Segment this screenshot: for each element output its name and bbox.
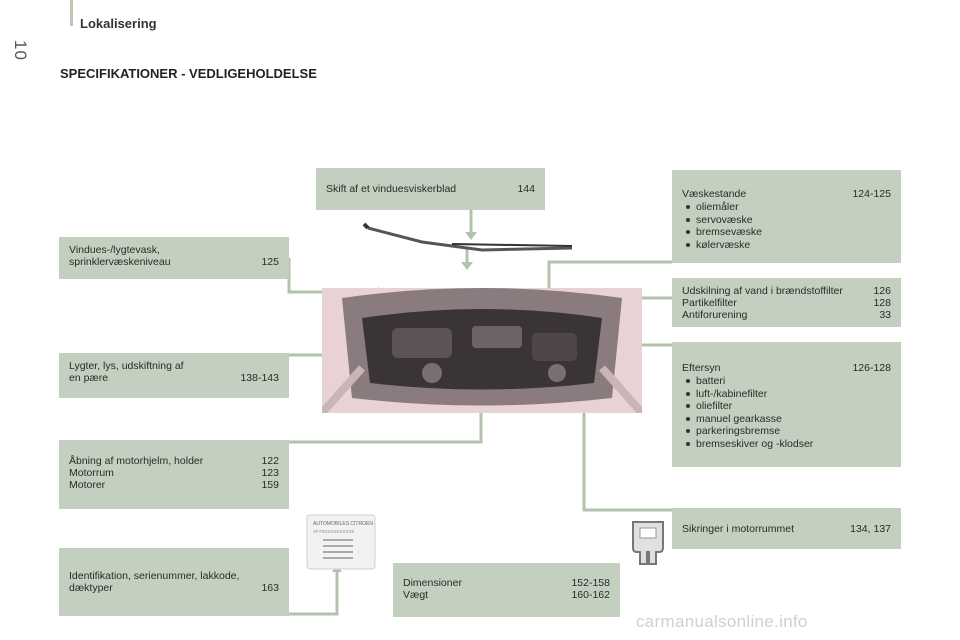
bullet-text: manuel gearkasse [696, 412, 782, 425]
particle-filter-page: 128 [873, 297, 891, 309]
particle-filter-row [682, 297, 891, 309]
bonnet-engine-box [59, 440, 289, 509]
washer-label: sprinklervæskeniveau [69, 256, 171, 268]
washer-row [69, 256, 279, 268]
engine-bay-row [69, 467, 279, 479]
plate-maker: AUTOMOBILES CITROEN [313, 521, 373, 527]
weight-row [403, 589, 610, 601]
ident-page: 163 [261, 582, 279, 594]
list-item [682, 239, 891, 252]
drain-row [682, 285, 891, 297]
list-item [682, 425, 891, 438]
drain-label: Udskilning af vand i brændstoffilter [682, 285, 843, 297]
bonnet-label: Åbning af motorhjelm, holder [69, 455, 204, 467]
drain-page: 126 [873, 285, 891, 297]
engines-row [69, 479, 279, 491]
washer-fluid-box [59, 237, 289, 279]
fluids-page: 124-125 [852, 188, 891, 200]
bullet-text: servovæske [696, 213, 753, 226]
service-label: Eftersyn [682, 362, 721, 374]
bullet-text: oliemåler [696, 201, 739, 213]
dimensions-label: Dimensioner [403, 577, 462, 589]
dimensions-row [403, 577, 610, 589]
lights-line1: Lygter, lys, udskiftning af [69, 360, 184, 372]
list-item [682, 226, 891, 239]
fuses-row [682, 523, 891, 535]
arrowhead-wiper-lower [461, 262, 473, 270]
wiper-label: Skift af et vinduesviskerblad [326, 183, 457, 195]
page-title: SPECIFIKATIONER - VEDLIGEHOLDELSE [60, 66, 317, 81]
fuses-label: Sikringer i motorrummet [682, 523, 795, 535]
bullet-text: parkeringsbremse [696, 425, 781, 437]
washer-page: 125 [261, 256, 279, 268]
section-title: Lokalisering [80, 16, 157, 31]
bonnet-page: 122 [261, 455, 279, 467]
fluids-row [682, 188, 891, 200]
connector-ident [289, 572, 337, 614]
engine-bay-page: 123 [261, 467, 279, 479]
list-item [682, 375, 891, 388]
service-checks-box [672, 342, 901, 467]
antipollution-label: Antiforurening [682, 309, 748, 321]
fuses-page: 134, 137 [850, 523, 891, 535]
lights-page: 138-143 [240, 372, 279, 384]
wiper-row [326, 183, 535, 195]
particle-filter-label: Partikelfilter [682, 297, 737, 309]
fluid-levels-box [672, 170, 901, 263]
connector-washer [289, 258, 378, 292]
fuse-icon [629, 518, 667, 566]
identification-box [59, 548, 289, 616]
bullet-text: batteri [696, 375, 726, 387]
antipollution-row [682, 309, 891, 321]
list-item [682, 388, 891, 401]
ident-line1: Identifikation, serienummer, lakkode, [69, 570, 240, 582]
list-item [682, 214, 891, 227]
engines-page: 159 [261, 479, 279, 491]
ident-row [69, 582, 279, 594]
engine-bay-photo [322, 288, 642, 413]
antipollution-page: 33 [879, 309, 891, 321]
dimensions-box [393, 563, 620, 617]
dimensions-page: 152-158 [571, 577, 610, 589]
bullet-text: bremseskiver og -klodser [696, 437, 814, 450]
wiper-blade-box [316, 168, 545, 210]
lights-row [69, 372, 279, 384]
fluids-label: Væskestande [682, 188, 747, 200]
weight-page: 160-162 [571, 589, 610, 601]
weight-label: Vægt [403, 589, 429, 601]
fuel-filter-box [672, 278, 901, 327]
engines-label: Motorer [69, 479, 106, 491]
list-item [682, 413, 891, 426]
list-item [682, 201, 891, 214]
service-row [682, 362, 891, 374]
id-plate-illustration [305, 513, 377, 571]
bullet-text: bremsevæske [696, 226, 762, 238]
washer-line1: Vindues-/lygtevask, [69, 244, 160, 256]
bullet-text: kølervæske [696, 238, 751, 251]
fuses-box [672, 508, 901, 549]
bonnet-row [69, 455, 279, 467]
ident-label: dæktyper [69, 582, 113, 594]
service-page: 126-128 [852, 362, 891, 374]
watermark-text: carmanualsonline.info [636, 612, 808, 631]
wiper-page: 144 [517, 183, 535, 195]
list-item [682, 438, 891, 451]
lights-box [59, 353, 289, 398]
bullet-text: oliefilter [696, 400, 733, 412]
page-number: 10 [11, 40, 30, 61]
bullet-text: luft-/kabinefilter [696, 387, 768, 400]
lights-label: en pære [69, 372, 109, 384]
wiper-blade-illustration [362, 220, 582, 260]
engine-bay-label: Motorrum [69, 467, 114, 479]
list-item [682, 400, 891, 413]
plate-vin: VF7XXXXXXXXXXX [313, 529, 355, 534]
